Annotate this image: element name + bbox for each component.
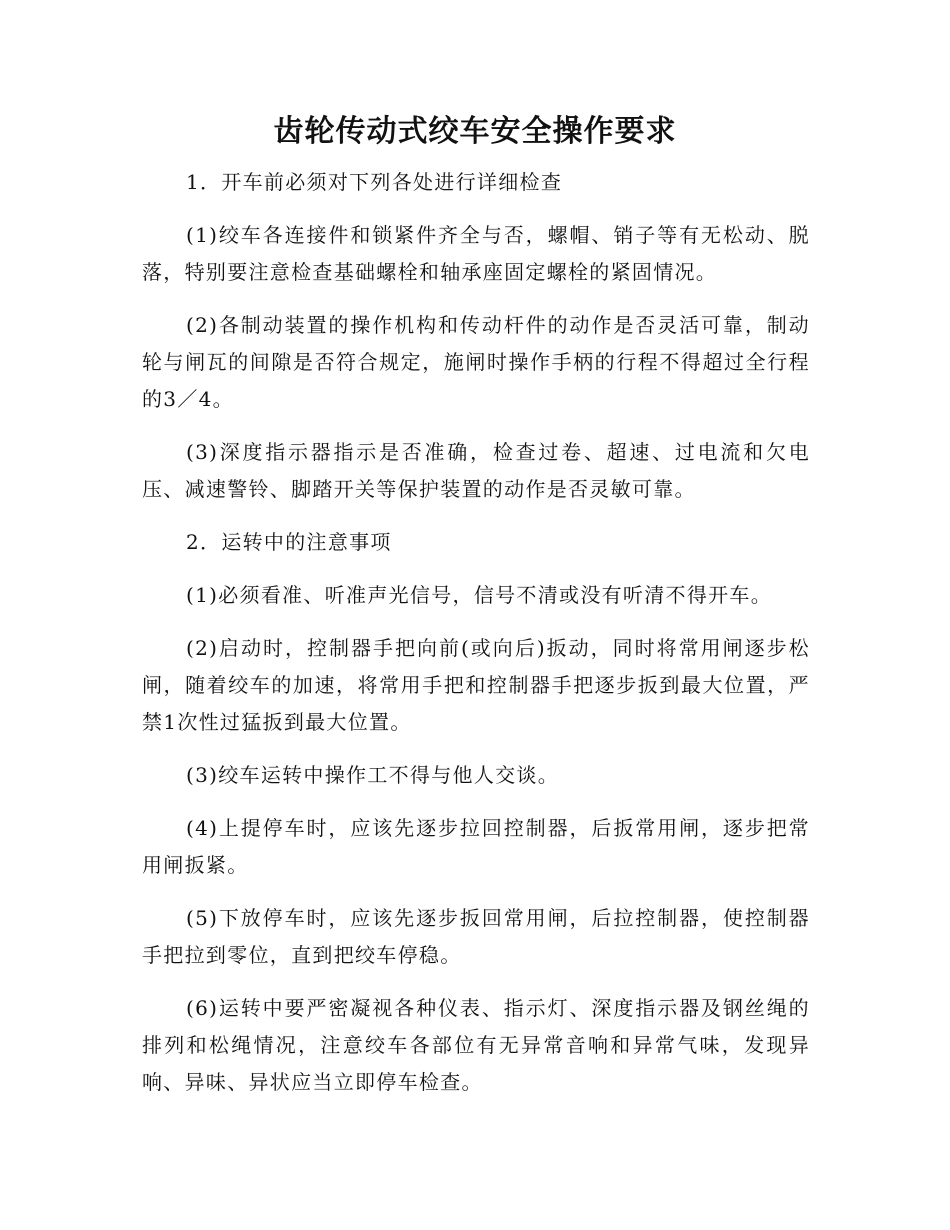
paragraph: (2)启动时，控制器手把向前(或向后)扳动，同时将常用闸逐步松闸，随着绞车的加速，将常用手把和控制器手把逐步扳到最大位置，严禁1次性过猛扳到最大位置。 — [142, 636, 810, 734]
document-title: 齿轮传动式绞车安全操作要求 — [273, 114, 677, 149]
paragraph: (3)绞车运转中操作工不得与他人交谈。 — [186, 763, 560, 787]
paragraph: (5)下放停车时，应该先逐步扳回常用闸，后拉控制器，使控制器手把拉到零位，直到把绞车停稳。 — [142, 906, 810, 967]
section-heading-1: 1．开车前必须对下列各处进行详细检查 — [186, 170, 563, 194]
paragraph: (1)绞车各连接件和锁紧件齐全与否，螺帽、销子等有无松动、脱落，特别要注意检查基础螺栓和轴承座固定螺栓的紧固情况。 — [142, 223, 810, 284]
section-heading-2: 2．运转中的注意事项 — [186, 530, 392, 554]
paragraph: (1)必须看准、听准声光信号，信号不清或没有听清不得开车。 — [186, 583, 773, 607]
paragraph: (6)运转中要严密凝视各种仪表、指示灯、深度指示器及钢丝绳的排列和松绳情况，注意绞车各部位有无异常音响和异常气味，发现异响、异味、异状应当立即停车检查。 — [142, 996, 810, 1094]
paragraph: (3)深度指示器指示是否准确，检查过卷、超速、过电流和欠电压、减速警铃、脚踏开关等保护装置的动作是否灵敏可靠。 — [142, 440, 810, 501]
paragraph: (4)上提停车时，应该先逐步拉回控制器，后扳常用闸，逐步把常用闸扳紧。 — [142, 816, 810, 877]
paragraph: (2)各制动装置的操作机构和传动杆件的动作是否灵活可靠，制动轮与闸瓦的间隙是否符合规定，施闸时操作手柄的行程不得超过全行程的3／4。 — [142, 313, 810, 411]
document-body — [142, 164, 810, 1117]
